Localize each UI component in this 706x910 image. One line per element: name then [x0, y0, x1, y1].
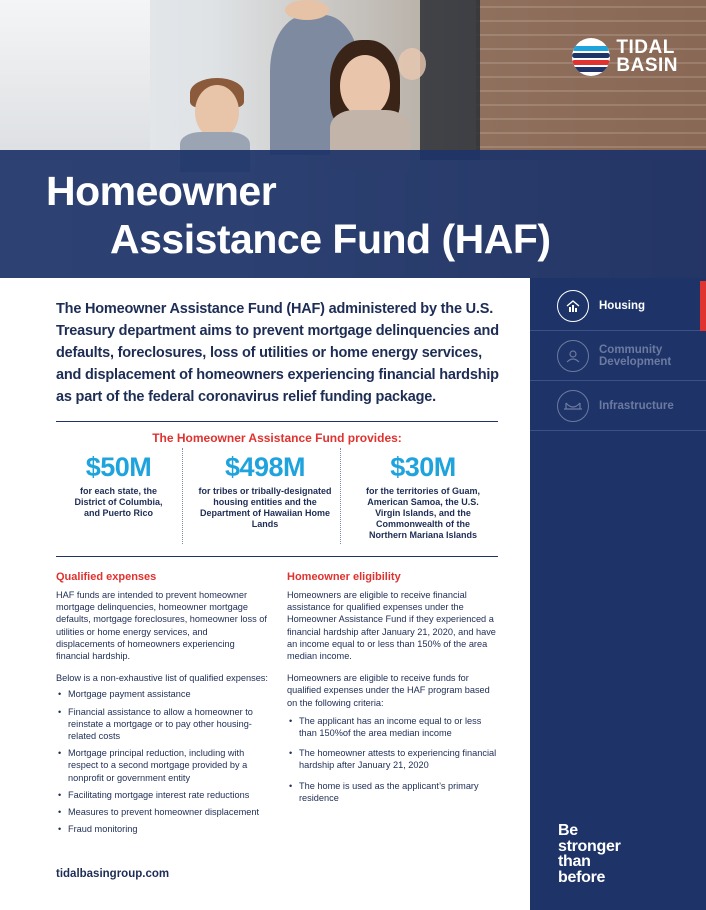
stat-description: for each state, the District of Columbia, and Puerto Rico — [74, 486, 163, 518]
fund-provides-box — [56, 421, 498, 557]
bridge-icon — [557, 390, 589, 422]
homeowner-eligibility-heading: Homeowner eligibility — [287, 571, 401, 583]
photo-girl-face — [340, 55, 390, 117]
tagline-line: Be — [558, 822, 578, 839]
qualified-list-lead: Below is a non-exhaustive list of qualified expenses: — [56, 673, 268, 684]
tidal-basin-logo — [572, 38, 678, 76]
sidebar-item-label: Infrastructure — [599, 399, 674, 412]
qualified-expenses-list — [56, 688, 268, 835]
stat-territories — [348, 452, 498, 541]
community-icon — [557, 340, 589, 372]
provides-title: The Homeowner Assistance Fund provides: — [152, 431, 402, 445]
sidebar-item-label: Housing — [599, 299, 645, 312]
eligibility-column — [287, 589, 501, 809]
list-item: • The homeowner attests to experiencing financial hardship after January 21, 2020 — [287, 747, 501, 771]
stat-amount: $50M — [85, 452, 152, 482]
photo-brick-wall — [476, 0, 706, 160]
stat-description: for tribes or tribally-designated housing entities and the Department of Hawaiian Home Lands — [198, 486, 332, 529]
tagline — [558, 823, 621, 885]
stat-description: for the territories of Guam, American Samoa, the U.S. Virgin Islands, and the Commonwealth of the Northern Mariana Islands — [365, 486, 481, 540]
photo-boy-face — [195, 85, 239, 139]
title-banner — [0, 150, 706, 278]
stat-amount: $498M — [224, 452, 306, 482]
tagline-line: before — [558, 868, 606, 886]
stat-states — [56, 452, 181, 519]
sidebar-item-housing[interactable] — [530, 281, 706, 331]
eligibility-criteria-list — [287, 715, 501, 804]
list-item: • The home is used as the applicant’s primary residence — [287, 780, 501, 804]
active-indicator — [700, 281, 706, 331]
sidebar — [530, 278, 706, 910]
stat-divider — [182, 448, 183, 544]
stat-amount: $30M — [390, 452, 456, 482]
logo-line-1: TIDAL — [616, 37, 675, 58]
list-item: • Facilitating mortgage interest rate reductions — [56, 789, 268, 801]
photo-door — [0, 0, 150, 160]
list-item: • Mortgage payment assistance — [56, 688, 268, 700]
logo-wave-icon — [572, 38, 610, 76]
page-title-line-2: Assistance Fund (HAF) — [110, 216, 551, 262]
house-chart-icon — [557, 290, 589, 322]
list-item: • Fraud monitoring — [56, 823, 268, 835]
tagline-line: stronger — [558, 837, 621, 855]
website-link[interactable]: tidalbasingroup.com — [56, 868, 170, 880]
stat-tribes — [190, 452, 340, 530]
list-item: • Financial assistance to allow a homeowner to reinstate a mortgage or to pay other housing-related costs — [56, 706, 268, 743]
eligibility-criteria-lead: Homeowners are eligible to receive funds for qualified expenses under the HAF program based on the following criteria: — [287, 673, 490, 708]
stat-divider — [340, 448, 341, 544]
eligibility-intro: Homeowners are eligible to receive financial assistance for qualified expenses under the Homeowner Assistance Fund if they experienced a financial hardship after January 21, 2020, and have an income equal to or less than 150% of the area median income. — [287, 590, 496, 662]
logo-line-2: BASIN — [616, 55, 678, 76]
sidebar-item-community-development[interactable] — [530, 331, 706, 381]
photo-adult-face — [285, 0, 329, 20]
photo-doorframe — [420, 0, 480, 160]
tagline-line: than — [558, 853, 591, 870]
page-title-line-1: Homeowner — [46, 168, 277, 214]
qualified-expenses-heading: Qualified expenses — [56, 571, 157, 583]
qualified-intro: HAF funds are intended to prevent homeowner mortgage delinquencies, homeowner mortgage defaults, mortgage foreclosures, homeowner loss of utilities or home energy services, and displacements of homeowners experiencing financial hardship. — [56, 590, 267, 662]
sidebar-item-label: Community Development — [599, 343, 672, 368]
list-item: • Mortgage principal reduction, including with respect to a second mortgage provided by a nonprofit or government entity — [56, 747, 268, 784]
intro-paragraph: The Homeowner Assistance Fund (HAF) administered by the U.S. Treasury department aims to prevent mortgage delinquencies and defaults, foreclosures, loss of utilities or home energy services, and displacement of homeowners experiencing financial hardship as part of the federal coronavirus relief funding package. — [56, 301, 499, 405]
photo-child-face — [398, 48, 426, 80]
list-item: • The applicant has an income equal to or less than 150%of the area median income — [287, 715, 501, 739]
qualified-expenses-column — [56, 589, 268, 840]
list-item: • Measures to prevent homeowner displacement — [56, 806, 268, 818]
sidebar-item-infrastructure[interactable] — [530, 381, 706, 431]
